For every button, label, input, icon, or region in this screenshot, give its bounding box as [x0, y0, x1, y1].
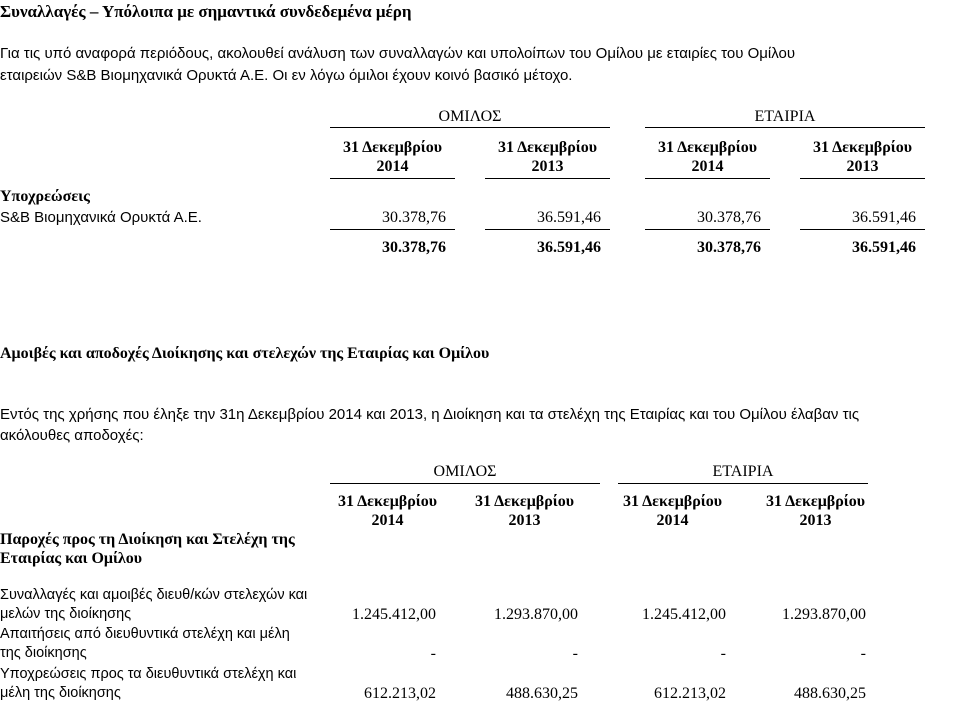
company-header: ΕΤΑΙΡΙΑ [754, 108, 816, 125]
col-header-group-2014 [330, 138, 455, 176]
row-header-benefits: Εταιρίας και Ομίλου [0, 550, 143, 567]
col-header-year: 2013 [799, 512, 832, 529]
table-cell-value: 612.213,02 [364, 685, 436, 702]
total-underline [485, 229, 610, 230]
table-row-label: Απαιτήσεις από διευθυντικά στελέχη και μέλη [0, 626, 290, 642]
table-row-label: S&B Βιομηχανικά Ορυκτά Α.Ε. [0, 209, 202, 226]
intro-paragraph-line: ακόλουθες αποδοχές: [0, 427, 144, 444]
col-header-month: 31 Δεκεμβρίου [474, 493, 575, 510]
col-header-company-2014 [645, 138, 770, 176]
group-header: ΟΜΙΛΟΣ [433, 463, 497, 480]
row-header-benefits: Παροχές προς τη Διοίκηση και Στελέχη της [0, 531, 295, 548]
col-header-month: 31 Δεκεμβρίου [765, 493, 866, 510]
column-underline [800, 178, 925, 179]
table-cell-value: 488.630,25 [506, 685, 578, 702]
col-header-year: 2013 [846, 158, 879, 175]
table-cell-value: - [720, 645, 726, 662]
table-cell-value: 30.378,76 [382, 209, 446, 226]
col-header-year: 2013 [508, 512, 541, 529]
total-value: 30.378,76 [382, 239, 446, 256]
col-header-year: 2014 [376, 158, 409, 175]
header-underline [618, 483, 868, 484]
intro-paragraph-line: Εντός της χρήσης που έληξε την 31η Δεκεμβρίου 2014 και 2013, η Διοίκηση και τα στελέχη της Εταιρίας και του Ομίλου έλαβαν τις [0, 406, 860, 423]
section-title-related-parties: Συναλλαγές – Υπόλοιπα με σημαντικά συνδεδεμένα μέρη [0, 2, 412, 21]
col-header-group-2014 [325, 492, 450, 530]
table-cell-value: - [860, 645, 866, 662]
col-header-month: 31 Δεκεμβρίου [497, 139, 598, 156]
col-header-year: 2014 [656, 512, 689, 529]
table-cell-value: 1.293.870,00 [494, 606, 578, 623]
column-underline [485, 178, 610, 179]
table-cell-value: 612.213,02 [654, 685, 726, 702]
col-header-month: 31 Δεκεμβρίου [342, 139, 443, 156]
table-cell-value: 488.630,25 [794, 685, 866, 702]
table-cell-value: 1.293.870,00 [782, 606, 866, 623]
table-row-label: μελών της διοίκησης [0, 606, 132, 622]
liabilities-label: Υποχρεώσεις [0, 188, 90, 205]
company-header: ΕΤΑΙΡΙΑ [712, 463, 774, 480]
intro-paragraph-line: Για τις υπό αναφορά περιόδους, ακολουθεί ανάλυση των συναλλαγών και υπολοίπων του Ομίλου με εταιρίες του Ομίλου [0, 45, 796, 62]
table-cell-value: 1.245.412,00 [352, 606, 436, 623]
col-header-group-2013 [485, 138, 610, 176]
table-row-label: της διοίκησης [0, 645, 87, 661]
header-underline [330, 127, 610, 128]
table-cell-value: - [430, 645, 436, 662]
col-header-month: 31 Δεκεμβρίου [337, 493, 438, 510]
col-header-year: 2014 [691, 158, 724, 175]
col-header-company-2013 [753, 492, 878, 530]
col-header-month: 31 Δεκεμβρίου [812, 139, 913, 156]
table-row-label: Υποχρεώσεις προς τα διευθυντικά στελέχη και [0, 666, 297, 682]
table-cell-value: - [572, 645, 578, 662]
total-underline [330, 229, 455, 230]
table-row-label: μέλη της διοίκησης [0, 685, 121, 701]
table-cell-value: 36.591,46 [537, 209, 601, 226]
col-header-month: 31 Δεκεμβρίου [657, 139, 758, 156]
section-title-management-fees: Αμοιβές και αποδοχές Διοίκησης και στελεχών της Εταιρίας και Ομίλου [0, 345, 490, 362]
total-value: 30.378,76 [697, 239, 761, 256]
table-cell-value: 30.378,76 [697, 209, 761, 226]
col-header-year: 2014 [371, 512, 404, 529]
col-header-group-2013 [462, 492, 587, 530]
header-underline [645, 127, 925, 128]
col-header-company-2014 [610, 492, 735, 530]
table-cell-value: 1.245.412,00 [642, 606, 726, 623]
total-underline [645, 229, 770, 230]
total-value: 36.591,46 [537, 239, 601, 256]
total-underline [800, 229, 925, 230]
table-cell-value: 36.591,46 [852, 209, 916, 226]
total-value: 36.591,46 [852, 239, 916, 256]
col-header-month: 31 Δεκεμβρίου [622, 493, 723, 510]
column-underline [330, 178, 455, 179]
group-header: ΟΜΙΛΟΣ [438, 108, 502, 125]
header-underline [330, 483, 600, 484]
col-header-year: 2013 [531, 158, 564, 175]
table-row-label: Συναλλαγές και αμοιβές διευθ/κών στελεχών και [0, 587, 308, 603]
col-header-company-2013 [800, 138, 925, 176]
intro-paragraph-line: εταιρειών S&B Βιομηχανικά Ορυκτά Α.Ε. Οι εν λόγω όμιλοι έχουν κοινό βασικό μέτοχο. [0, 67, 573, 84]
column-underline [645, 178, 770, 179]
